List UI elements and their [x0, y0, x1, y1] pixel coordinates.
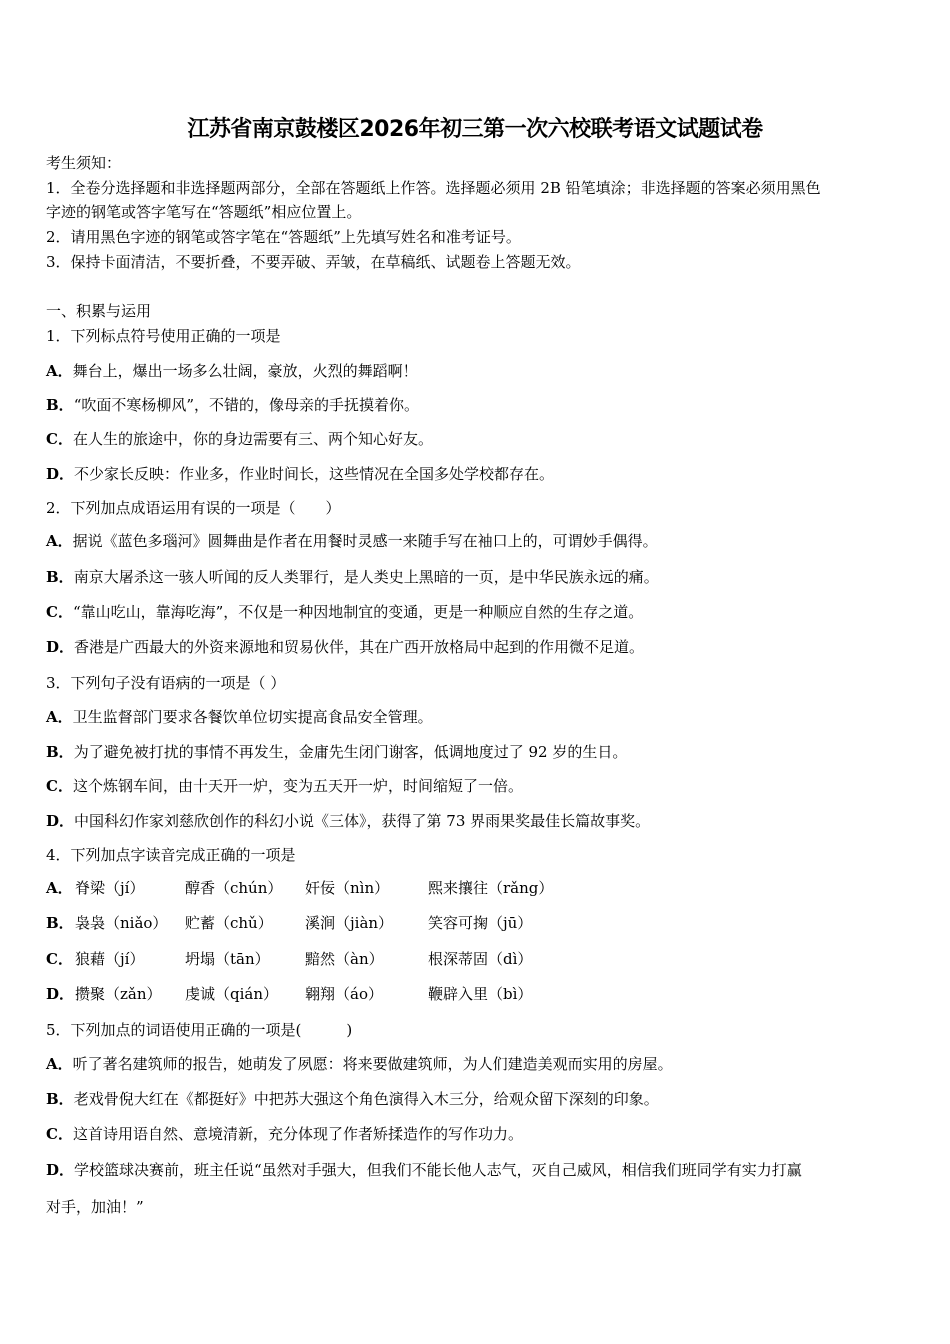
- answer-option: [46, 531, 658, 551]
- option-letter: C．: [46, 603, 73, 621]
- option-letter: C．: [46, 777, 73, 795]
- notice-line: 2．请用黑色字迹的钢笔或答字笔在“答题纸”上先填写姓名和准考证号。: [46, 228, 521, 246]
- option-letter: B．: [46, 914, 74, 932]
- pinyin-item: 溪涧（jiàn）: [305, 914, 394, 932]
- option-letter: B．: [46, 1090, 74, 1108]
- question-stem: 1．下列标点符号使用正确的一项是: [46, 327, 281, 345]
- option-letter: D．: [46, 1161, 75, 1179]
- pinyin-item: 奸佞（nìn）: [305, 879, 390, 897]
- option-text: “吹面不寒杨柳风”，不错的，像母亲的手抚摸着你。: [73, 396, 420, 414]
- option-text: 据说《蓝色多瑙河》圆舞曲是作者在用餐时灵感一来随手写在袖口上的，可谓妙手偶得。: [72, 532, 658, 550]
- option-text: 听了著名建筑师的报告，她萌发了夙愿：将来要做建筑师，为人们建造美观而实用的房屋。: [72, 1055, 673, 1073]
- answer-option: [46, 429, 433, 449]
- option-text: 卫生监督部门要求各餐饮单位切实提高食品安全管理。: [72, 708, 433, 726]
- option-text: 舞台上，爆出一场多么壮阔，豪放，火烈的舞蹈啊！: [72, 362, 418, 380]
- option-letter: A．: [46, 1055, 73, 1073]
- answer-option: [46, 707, 433, 727]
- notice-line: 3．保持卡面清洁，不要折叠，不要弄破、弄皱，在草稿纸、试题卷上答题无效。: [46, 253, 581, 271]
- answer-option: [46, 464, 554, 484]
- option-text: 中国科幻作家刘慈欣创作的科幻小说《三体》，获得了第 73 界雨果奖最佳长篇故事奖。: [74, 812, 651, 830]
- section-heading: 一、积累与运用: [46, 302, 152, 320]
- option-text: 香港是广西最大的外资来源地和贸易伙伴，其在广西开放格局中起到的作用微不足道。: [74, 638, 645, 656]
- pinyin-item: 根深蒂固（dì）: [428, 950, 533, 968]
- option-text: 这首诗用语自然、意境清新，充分体现了作者矫揉造作的写作功力。: [72, 1125, 523, 1143]
- option-letter: B．: [46, 743, 74, 761]
- answer-option: [46, 984, 533, 1004]
- option-letter: C．: [46, 950, 73, 968]
- answer-option: [46, 913, 533, 933]
- answer-option: [46, 1089, 659, 1109]
- option-letter: D．: [46, 465, 75, 483]
- notice-heading: 考生须知：: [46, 154, 122, 172]
- answer-option: [46, 395, 419, 415]
- question-stem: 5．下列加点的词语使用正确的一项是( ): [46, 1021, 353, 1039]
- option-letter: D．: [46, 812, 75, 830]
- notice-line: 字迹的钢笔或答字笔写在“答题纸”相应位置上。: [46, 203, 362, 221]
- option-letter: C．: [46, 1125, 73, 1143]
- option-text: 为了避免被打扰的事情不再发生，金庸先生闭门谢客，低调地度过了 92 岁的生日。: [73, 743, 628, 761]
- answer-option: [46, 1054, 673, 1074]
- notice-line: 1．全卷分选择题和非选择题两部分，全部在答题纸上作答。选择题必须用 2B 铅笔填涂；非选择题的答案必须用黑色: [46, 179, 821, 197]
- answer-option: [46, 742, 627, 762]
- answer-option: [46, 878, 554, 898]
- option-letter: B．: [46, 396, 74, 414]
- option-text: 南京大屠杀这一骇人听闻的反人类罪行，是人类史上黑暗的一页，是中华民族永远的痛。: [73, 568, 659, 586]
- question-stem: 4．下列加点字读音完成正确的一项是: [46, 846, 296, 864]
- pinyin-item: 黯然（àn）: [305, 950, 384, 968]
- option-text: 老戏骨倪大红在《都挺好》中把苏大强这个角色演得入木三分，给观众留下深刻的印象。: [73, 1090, 659, 1108]
- pinyin-item: 贮蓄（chǔ）: [185, 914, 273, 932]
- option-text: “靠山吃山，靠海吃海”，不仅是一种因地制宜的变通，更是一种顺应自然的生存之道。: [72, 603, 644, 621]
- pinyin-item: 笑容可掬（jū）: [428, 914, 533, 932]
- question-stem: 2．下列加点成语运用有误的一项是（ ）: [46, 499, 341, 517]
- pinyin-item: 翱翔（áo）: [305, 985, 383, 1003]
- pinyin-item: 狼藉（jí）: [75, 950, 145, 968]
- option-text: 学校篮球决赛前，班主任说“虽然对手强大，但我们不能长他人志气，灭自己威风，相信我们班同学有实力打赢: [74, 1161, 802, 1179]
- answer-option: [46, 811, 650, 831]
- answer-option: [46, 602, 643, 622]
- pinyin-item: 鞭辟入里（bì）: [428, 985, 533, 1003]
- option-letter: A．: [46, 532, 73, 550]
- question-stem: 3．下列句子没有语病的一项是（ ）: [46, 674, 286, 692]
- answer-option: [46, 776, 523, 796]
- answer-option: [46, 637, 644, 657]
- answer-option: [46, 949, 533, 969]
- page-title: 江苏省南京鼓楼区2026年初三第一次六校联考语文试题试卷: [187, 117, 763, 142]
- option-letter: D．: [46, 638, 75, 656]
- option-text: 在人生的旅途中，你的身边需要有三、两个知心好友。: [72, 430, 433, 448]
- option-text-continued: 对手，加油！”: [46, 1198, 144, 1216]
- pinyin-item: 虔诚（qián）: [185, 985, 279, 1003]
- pinyin-item: 脊梁（jí）: [75, 879, 145, 897]
- answer-option: [46, 1160, 802, 1180]
- option-letter: A．: [46, 362, 73, 380]
- option-letter: A．: [46, 879, 73, 897]
- option-letter: B．: [46, 568, 74, 586]
- option-text: 这个炼钢车间，由十天开一炉，变为五天开一炉，时间缩短了一倍。: [72, 777, 523, 795]
- answer-option: [46, 567, 659, 587]
- pinyin-item: 醇香（chún）: [185, 879, 283, 897]
- answer-option: [46, 361, 418, 381]
- answer-option: [46, 1124, 523, 1144]
- option-letter: D．: [46, 985, 75, 1003]
- option-letter: A．: [46, 708, 73, 726]
- pinyin-item: 坍塌（tān）: [185, 950, 270, 968]
- option-letter: C．: [46, 430, 73, 448]
- pinyin-item: 熙来攘往（rǎng）: [428, 879, 554, 897]
- option-text: 不少家长反映：作业多，作业时间长，这些情况在全国多处学校都存在。: [74, 465, 555, 483]
- pinyin-item: 袅袅（niǎo）: [75, 914, 168, 932]
- pinyin-item: 攒聚（zǎn）: [75, 985, 162, 1003]
